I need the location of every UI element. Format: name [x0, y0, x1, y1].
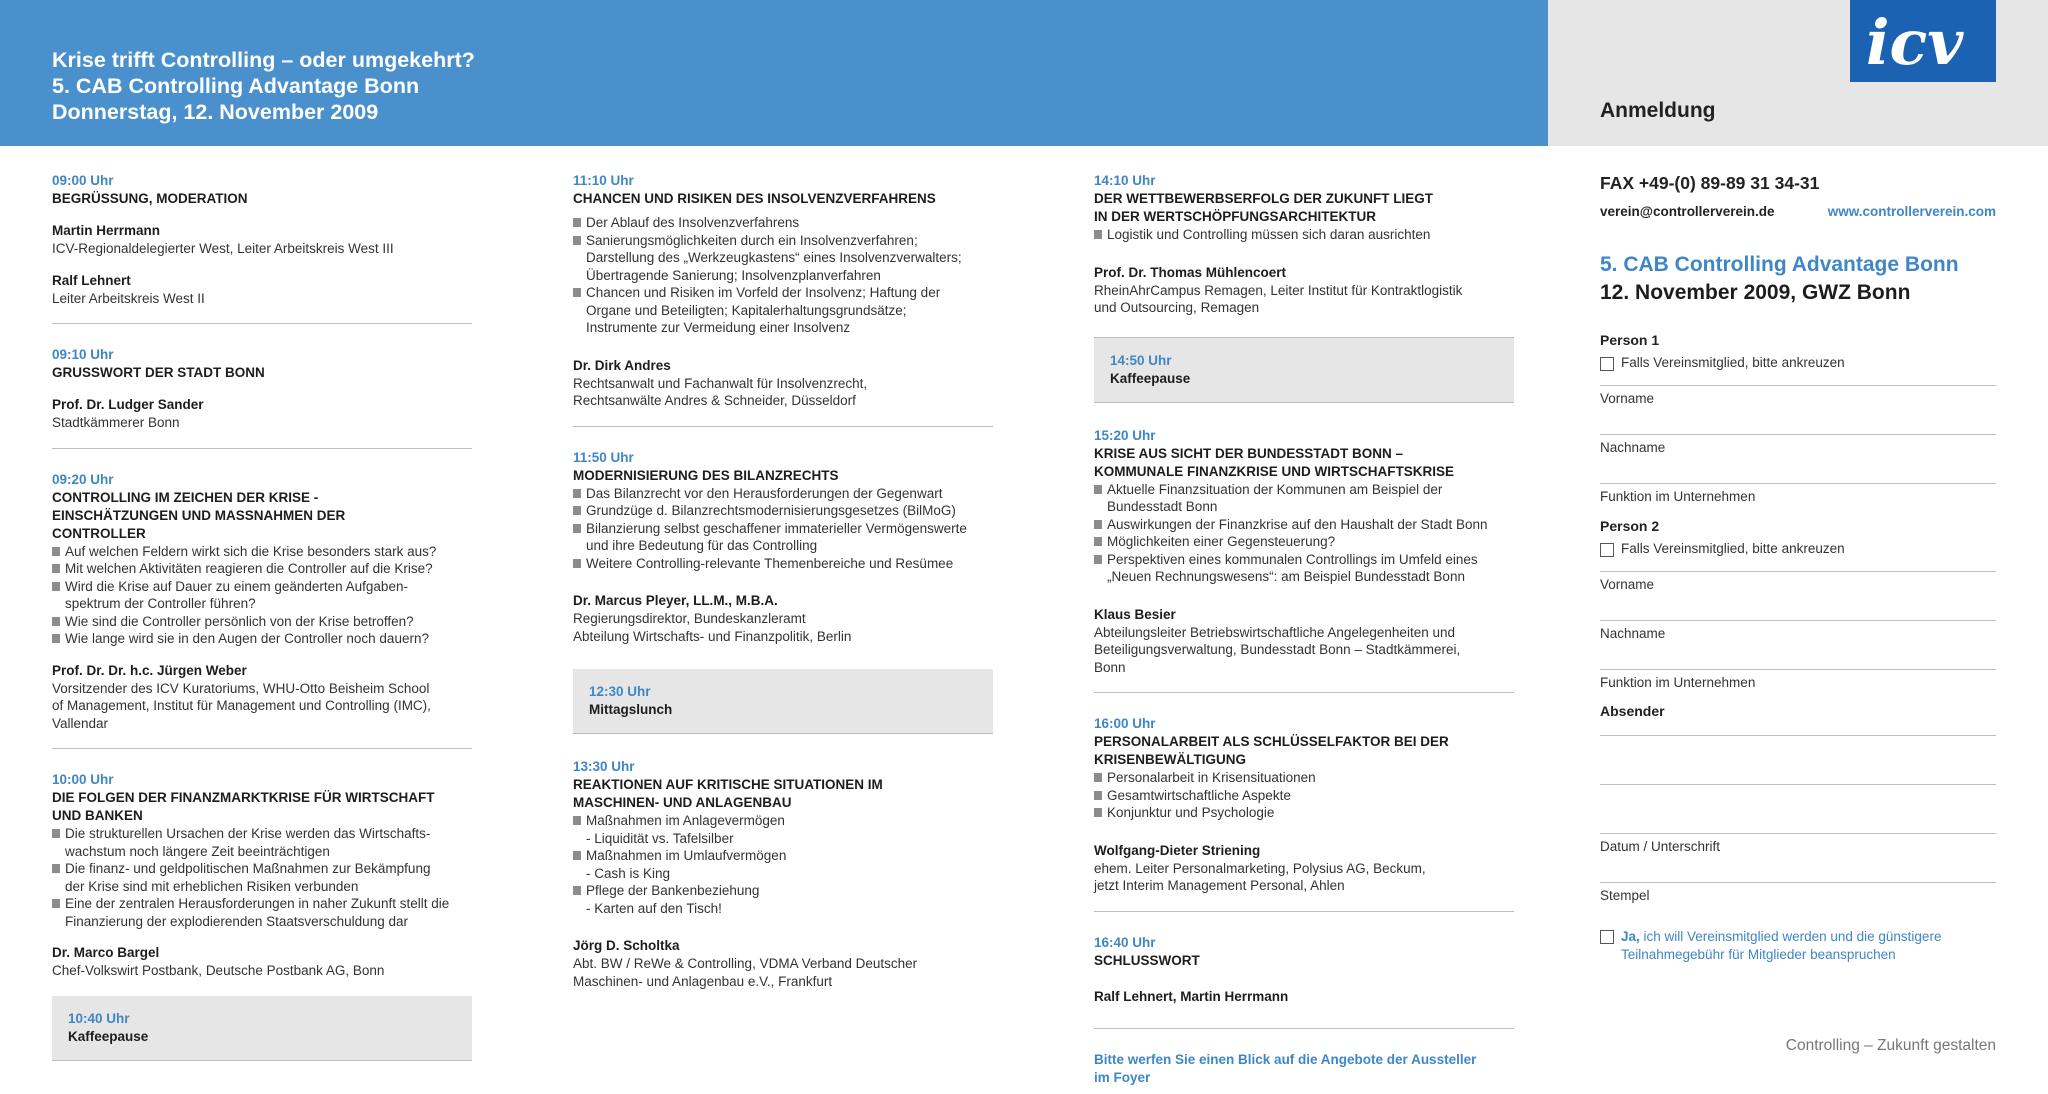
list-item-continuation: und ihre Bedeutung für das Controlling [586, 538, 818, 553]
list-item: Möglichkeiten einer Gegensteuerung? [1094, 533, 1514, 551]
list-item: Logistik und Controlling müssen sich daran ausrichten [1094, 226, 1514, 244]
list-item: Auswirkungen der Finanzkrise auf den Haushalt der Stadt Bonn [1094, 516, 1514, 534]
lunch-break-box [573, 669, 993, 734]
session-time: 14:10 Uhr [1094, 173, 1156, 188]
speaker-role: Abt. BW / ReWe & Controlling, VDMA Verband Deutscher [573, 956, 918, 971]
member-checkbox-row [1600, 355, 1996, 371]
list-item: Personalarbeit in Krisensituationen [1094, 769, 1514, 787]
session-time: 09:20 Uhr [52, 471, 114, 487]
bullet-list [573, 485, 993, 573]
divider [52, 323, 472, 324]
nachname-field-person-2[interactable]: Nachname [1600, 620, 1996, 669]
divider [52, 748, 472, 749]
session-topic-line: EINSCHÄTZUNGEN UND MASSNAHMEN DER [52, 507, 346, 523]
bullet-square-icon [1094, 791, 1102, 800]
speaker-role: Abteilung Wirtschafts- und Finanzpolitik, Berlin [573, 628, 852, 644]
session-topic-line: KRISENBEWÄLTIGUNG [1094, 752, 1246, 767]
session-time: 10:00 Uhr [52, 772, 114, 787]
bullet-square-icon [1094, 485, 1102, 494]
list-item-continuation: spektrum der Controller führen? [65, 596, 256, 611]
speaker-name: Prof. Dr. Ludger Sander [52, 397, 204, 412]
session-time: 16:00 Uhr [1094, 716, 1156, 731]
checkbox-label: Falls Vereinsmitglied, bitte ankreuzen [1621, 541, 1845, 556]
session-topic-line: IN DER WERTSCHÖPFUNGSARCHITEKTUR [1094, 209, 1376, 224]
absender-line-1[interactable] [1600, 735, 1996, 784]
list-item: Wie sind die Controller persönlich von der Krise betroffen? [52, 613, 472, 631]
bullet-square-icon [52, 547, 60, 556]
session-topic-line: REAKTIONEN AUF KRITISCHE SITUATIONEN IM [573, 777, 883, 792]
member-checkbox-person-2[interactable] [1600, 543, 1614, 557]
break-label: Kaffeepause [68, 1028, 149, 1044]
list-item: Mit welchen Aktivitäten reagieren die Controller auf die Krise? [52, 560, 472, 578]
list-item: Pflege der Bankenbeziehung [573, 882, 993, 900]
session-topic-line: UND BANKEN [52, 808, 143, 823]
speaker-role: Vorsitzender des ICV Kuratoriums, WHU-Otto Beisheim School [52, 680, 430, 696]
session-1640 [1094, 934, 1514, 1006]
session-time: 09:00 Uhr [52, 173, 114, 188]
list-item: Konjunktur und Psychologie [1094, 804, 1514, 822]
list-item: Eine der zentralen Herausforderungen in naher Zukunft stellt die [52, 895, 472, 913]
bullet-square-icon [52, 829, 60, 838]
bullet-square-icon [573, 236, 581, 245]
list-item: Grundzüge d. Bilanzrechtsmodernisierungsgesetzes (BilMoG) [573, 502, 993, 520]
speaker-role: Vallendar [52, 715, 109, 731]
speaker-name: Dr. Dirk Andres [573, 357, 671, 373]
speaker-role: Chef-Volkswirt Postbank, Deutsche Postbank AG, Bonn [52, 963, 385, 978]
bullet-square-icon [573, 506, 581, 515]
coffee-break-box [1094, 337, 1514, 403]
nachname-field-person-1[interactable]: Nachname [1600, 434, 1996, 483]
bullet-square-icon [573, 559, 581, 568]
list-item-continuation: Finanzierung der explodierenden Staatsverschuldung dar [65, 913, 408, 929]
bullet-square-icon [573, 218, 581, 227]
list-item-continuation: „Neuen Rechnungswesens“: am Beispiel Bundesstadt Bonn [1107, 569, 1465, 584]
list-item: Gesamtwirtschaftliche Aspekte [1094, 787, 1514, 805]
list-item: Das Bilanzrecht vor den Herausforderungen der Gegenwart [573, 485, 993, 503]
form-event-title: 5. CAB Controlling Advantage Bonn [1600, 253, 1959, 276]
speaker-name: Wolfgang-Dieter Striening [1094, 842, 1261, 858]
registration-form [1600, 172, 1996, 964]
list-item: Maßnahmen im Anlagevermögen [573, 812, 993, 830]
bullet-square-icon [573, 851, 581, 860]
session-topic-line: PERSONALARBEIT ALS SCHLÜSSELFAKTOR BEI DER [1094, 734, 1449, 749]
speaker-role: RheinAhrCampus Remagen, Leiter Institut für Kontraktlogistik [1094, 282, 1463, 298]
person-2-heading: Person 2 [1600, 518, 1660, 534]
funktion-field-person-1[interactable]: Funktion im Unternehmen [1600, 483, 1996, 517]
email-address[interactable]: verein@controllerverein.de [1600, 204, 1775, 219]
speaker-role: Abteilungsleiter Betriebswirtschaftliche Angelegenheiten und [1094, 624, 1455, 640]
session-topic-line: CONTROLLER [52, 525, 146, 541]
speaker-role: Stadtkämmerer Bonn [52, 415, 180, 430]
session-topic-line: KOMMUNALE FINANZKRISE UND WIRTSCHAFTSKRISE [1094, 463, 1454, 479]
speaker-role: jetzt Interim Management Personal, Ahlen [1094, 878, 1345, 893]
bullet-list [52, 825, 472, 930]
list-item: Wie lange wird sie in den Augen der Controller noch dauern? [52, 630, 472, 648]
list-item: Auf welchen Feldern wirkt sich die Krise besonders stark aus? [52, 543, 472, 561]
session-topic-line: DIE FOLGEN DER FINANZMARKTKRISE FÜR WIRTSCHAFT [52, 790, 435, 805]
session-1600 [1094, 715, 1514, 895]
session-0920 [52, 471, 472, 733]
list-item-continuation: der Krise sind mit erheblichen Risiken verbunden [65, 878, 359, 894]
list-item-continuation: wachstum noch längere Zeit beeinträchtigen [65, 843, 330, 859]
list-item-continuation: Instrumente zur Vermeidung einer Insolvenz [586, 320, 851, 335]
speaker-role: Rechtsanwalt und Fachanwalt für Insolvenzrecht, [573, 375, 868, 391]
datum-unterschrift-field[interactable]: Datum / Unterschrift [1600, 833, 1996, 882]
bullet-square-icon [1094, 537, 1102, 546]
session-1110 [573, 172, 993, 410]
coffee-break-box [52, 996, 472, 1061]
list-item-continuation: - Karten auf den Tisch! [586, 900, 722, 916]
list-item: Maßnahmen im Umlaufvermögen [573, 847, 993, 865]
website-link[interactable]: www.controllerverein.com [1827, 204, 1996, 219]
speaker-name: Martin Herrmann [52, 223, 161, 238]
header-banner [0, 0, 1548, 146]
list-item: Chancen und Risiken im Vorfeld der Insolvenz; Haftung der [573, 284, 993, 302]
bullet-square-icon [573, 489, 581, 498]
speaker-role: ehem. Leiter Personalmarketing, Polysius AG, Beckum, [1094, 860, 1426, 876]
checkbox-label: Falls Vereinsmitglied, bitte ankreuzen [1621, 355, 1845, 370]
program-column-1 [52, 172, 472, 1085]
member-checkbox-row [1600, 541, 1996, 557]
speaker [52, 662, 472, 733]
bullet-square-icon [52, 617, 60, 626]
speaker-role: Leiter Arbeitskreis West II [52, 290, 205, 306]
divider [1094, 911, 1514, 912]
break-label: Mittagslunch [589, 702, 673, 717]
session-time: 13:30 Uhr [573, 759, 635, 774]
bullet-square-icon [1094, 555, 1102, 564]
speaker [573, 937, 993, 990]
program-column-3 [1094, 172, 1514, 1087]
list-item-continuation: - Cash is King [586, 865, 671, 881]
funktion-field-person-2[interactable]: Funktion im Unternehmen [1600, 669, 1996, 703]
speaker-name: Dr. Marco Bargel [52, 945, 160, 960]
bullet-square-icon [573, 816, 581, 825]
session-1000 [52, 771, 472, 980]
bullet-square-icon [52, 899, 60, 908]
list-item: Die strukturellen Ursachen der Krise werden das Wirtschafts- [52, 825, 472, 843]
session-time: 16:40 Uhr [1094, 934, 1156, 950]
session-topic-line: CONTROLLING IM ZEICHEN DER KRISE - [52, 489, 319, 505]
bullet-square-icon [573, 524, 581, 533]
session-1330 [573, 758, 993, 990]
speaker-role: Bonn [1094, 659, 1126, 675]
speaker-name: Dr. Marcus Pleyer, LL.M., M.B.A. [573, 593, 778, 608]
session-topic-line: MASCHINEN- UND ANLAGENBAU [573, 795, 792, 810]
bullet-list [52, 543, 472, 648]
event-title-line-1: Krise trifft Controlling – oder umgekehrt? [52, 48, 475, 72]
list-item: Bilanzierung selbst geschaffener immaterieller Vermögenswerte [573, 520, 993, 538]
list-item: Sanierungsmöglichkeiten durch ein Insolvenzverfahren; [573, 232, 993, 250]
speaker-name: Prof. Dr. Thomas Mühlencoert [1094, 264, 1287, 280]
bullet-square-icon [1094, 808, 1102, 817]
session-1520 [1094, 427, 1514, 677]
list-item-continuation: - Liquidität vs. Tafelsilber [586, 830, 734, 846]
session-topic-line: KRISE AUS SICHT DER BUNDESSTADT BONN – [1094, 445, 1404, 461]
absender-line-2[interactable] [1600, 784, 1996, 833]
join-text: Ja, ich will Vereinsmitglied werden und die günstigere Teilnahmegebühr für Mitglieder beanspruchen [1621, 929, 1942, 962]
speaker [1094, 606, 1514, 677]
speaker [1094, 988, 1514, 1006]
bullet-square-icon [52, 864, 60, 873]
session-topic-line: DER WETTBEWERBSERFOLG DER ZUKUNFT LIEGT [1094, 191, 1433, 206]
speaker-role: Beteiligungsverwaltung, Bundesstadt Bonn – Stadtkämmerei, [1094, 642, 1461, 657]
session-0900 [52, 172, 472, 307]
anmeldung-heading: Anmeldung [1600, 99, 1716, 122]
session-0910 [52, 346, 472, 432]
speaker-name: Ralf Lehnert, Martin Herrmann [1094, 988, 1289, 1004]
speaker [1094, 264, 1514, 317]
divider [1094, 692, 1514, 693]
bullet-list [573, 214, 993, 337]
speaker-role: ICV-Regionaldelegierter West, Leiter Arbeitskreis West III [52, 241, 394, 256]
speaker-role: Rechtsanwälte Andres & Schneider, Düsseldorf [573, 393, 856, 408]
absender-heading: Absender [1600, 703, 1665, 719]
list-item: Wird die Krise auf Dauer zu einem geänderten Aufgaben- [52, 578, 472, 596]
session-topic: GRUSSWORT DER STADT BONN [52, 365, 265, 380]
session-topic: MODERNISIERUNG DES BILANZRECHTS [573, 467, 839, 483]
join-checkbox-row [1600, 928, 1996, 964]
list-item-continuation: Darstellung des „Werkzeugkastens“ eines Insolvenzverwalters; [586, 250, 962, 265]
join-membership-checkbox[interactable] [1600, 930, 1614, 944]
bullet-list [1094, 769, 1514, 822]
session-1410 [1094, 172, 1514, 317]
speaker-role: Regierungsdirektor, Bundeskanzleramt [573, 611, 806, 626]
exhibitor-note: Bitte werfen Sie einen Blick auf die Angebote der Aussteller im Foyer [1094, 1051, 1477, 1085]
list-item: Der Ablauf des Insolvenzverfahrens [573, 214, 993, 232]
session-topic: BEGRÜSSUNG, MODERATION [52, 191, 248, 206]
session-time: 15:20 Uhr [1094, 427, 1156, 443]
list-item-continuation: Bundesstadt Bonn [1107, 499, 1218, 514]
divider [52, 448, 472, 449]
speaker [52, 222, 472, 258]
contact-row [1600, 204, 1996, 219]
list-item: Perspektiven eines kommunalen Controllings im Umfeld eines [1094, 551, 1514, 569]
speaker [52, 944, 472, 980]
speaker-name: Prof. Dr. Dr. h.c. Jürgen Weber [52, 662, 247, 678]
bullet-square-icon [1094, 520, 1102, 529]
stempel-field[interactable]: Stempel [1600, 882, 1996, 916]
event-title-line-3: Donnerstag, 12. November 2009 [52, 100, 379, 124]
event-title-line-2: 5. CAB Controlling Advantage Bonn [52, 74, 420, 98]
speaker [1094, 842, 1514, 895]
speaker [52, 272, 472, 308]
form-event-date: 12. November 2009, GWZ Bonn [1600, 281, 1911, 304]
icv-logo [1850, 0, 1996, 82]
list-item: Aktuelle Finanzsituation der Kommunen am Beispiel der [1094, 481, 1514, 499]
list-item-continuation: Übertragende Sanierung; Insolvenzplanverfahren [586, 267, 881, 283]
program-column-2 [573, 172, 993, 1004]
list-item-continuation: Organe und Beteiligten; Kapitalerhaltungsgrundsätze; [586, 302, 907, 318]
bullet-square-icon [1094, 773, 1102, 782]
list-item: Die finanz- und geldpolitischen Maßnahmen zur Bekämpfung [52, 860, 472, 878]
divider [573, 426, 993, 427]
vorname-field-person-2[interactable]: Vorname [1600, 571, 1996, 620]
break-time: 14:50 Uhr [1110, 352, 1172, 368]
vorname-field-person-1[interactable]: Vorname [1600, 385, 1996, 434]
bullet-list [573, 812, 993, 917]
speaker-role: of Management, Institut für Management und Controlling (IMC), [52, 698, 431, 713]
speaker-name: Jörg D. Scholtka [573, 938, 680, 953]
break-time: 12:30 Uhr [589, 684, 651, 699]
list-item: Weitere Controlling-relevante Themenbereiche und Resümee [573, 555, 993, 573]
bullet-list [1094, 226, 1514, 244]
speaker-role: und Outsourcing, Remagen [1094, 300, 1260, 315]
session-topic: SCHLUSSWORT [1094, 952, 1200, 968]
session-topic: CHANCEN UND RISIKEN DES INSOLVENZVERFAHRENS [573, 191, 936, 206]
speaker-name: Klaus Besier [1094, 606, 1176, 622]
bullet-square-icon [1094, 230, 1102, 239]
session-time: 11:50 Uhr [573, 449, 634, 465]
bullet-square-icon [52, 634, 60, 643]
bullet-square-icon [573, 288, 581, 297]
bullet-square-icon [52, 582, 60, 591]
fax-number: FAX +49-(0) 89-89 31 34-31 [1600, 173, 1820, 193]
member-checkbox-person-1[interactable] [1600, 357, 1614, 371]
divider [1094, 1028, 1514, 1029]
footer-slogan: Controlling – Zukunft gestalten [1785, 1037, 1996, 1054]
session-time: 11:10 Uhr [573, 173, 634, 188]
event-title [52, 47, 475, 125]
bullet-square-icon [52, 564, 60, 573]
person-1-heading: Person 1 [1600, 332, 1660, 348]
speaker [52, 396, 472, 432]
break-time: 10:40 Uhr [68, 1010, 130, 1026]
session-time: 09:10 Uhr [52, 347, 114, 362]
session-1150 [573, 449, 993, 646]
speaker [573, 357, 993, 410]
break-label: Kaffeepause [1110, 370, 1191, 386]
speaker-role: Maschinen- und Anlagenbau e.V., Frankfurt [573, 973, 833, 989]
bullet-list [1094, 481, 1514, 586]
speaker [573, 592, 993, 645]
bullet-square-icon [573, 886, 581, 895]
speaker-name: Ralf Lehnert [52, 272, 131, 288]
svg-text:icv: icv [1866, 6, 1964, 79]
